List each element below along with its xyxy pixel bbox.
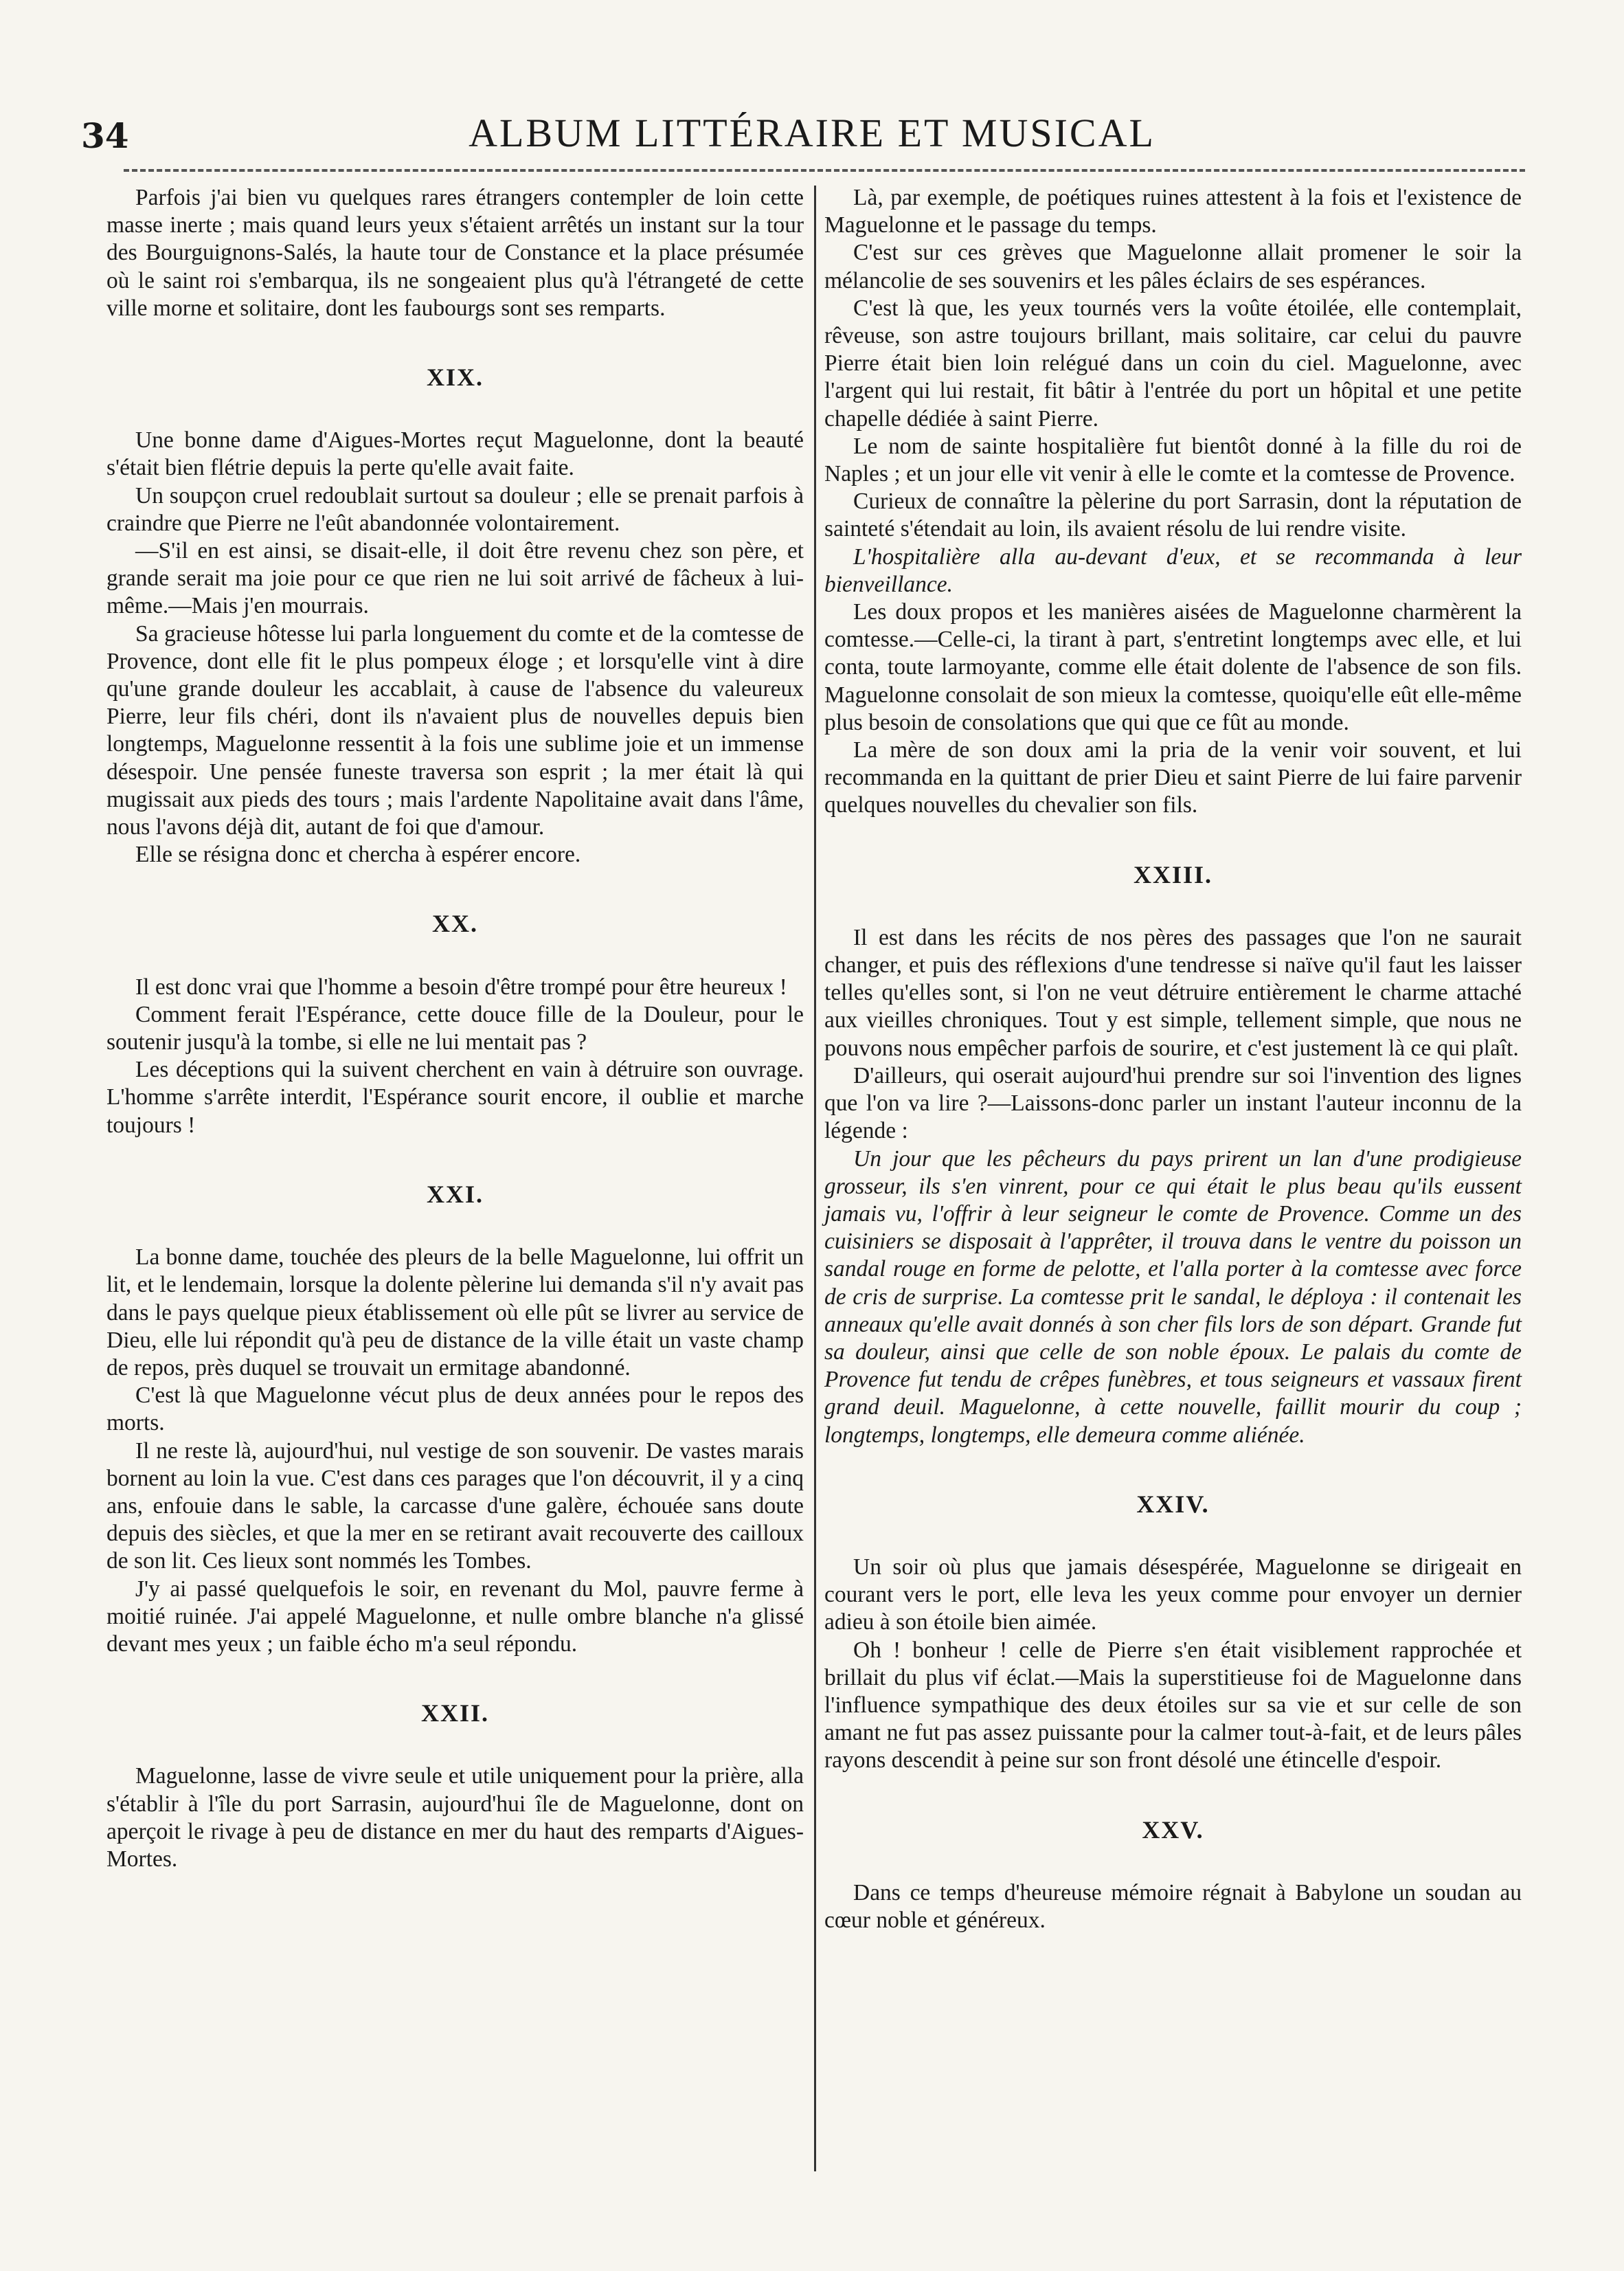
paragraph: La bonne dame, touchée des pleurs de la belle Maguelonne, lui offrit un lit, et le lendemain, lorsque la dolente pèlerine lui demanda s'il n'y avait pas dans le pays quelque pieux établissement où elle pût se livrer au service de Dieu, elle lui répondit qu'à peu de distance de la ville était un vaste champ de repos, près duquel se trouvait un ermitage abandonné. (106, 1244, 804, 1380)
paragraph: Une bonne dame d'Aigues-Mortes reçut Maguelonne, dont la beauté s'était bien flétrie depuis la perte qu'elle avait faite. (106, 427, 804, 481)
paragraph: Un soir où plus que jamais désespérée, Maguelonne se dirigeait en courant vers le port, elle leva les yeux comme pour envoyer un dernier adieu à son étoile bien aimée. (824, 1554, 1522, 1635)
paragraph: Oh ! bonheur ! celle de Pierre s'en était visiblement rapprochée et brillait du plus vif éclat.—Mais la superstitieuse foi de Maguelonne dans l'influence sympathique des deux étoiles sur sa vie et sur celle de son amant ne fut pas assez puissante pour la calmer tout-à-fait, et de leurs pâles rayons descendit à peine sur son front désolé une étincelle d'espoir. (824, 1637, 1522, 1774)
column-divider (814, 186, 816, 2171)
section-heading-xix: XIX. (426, 363, 484, 392)
paragraph: Maguelonne, lasse de vivre seule et utile uniquement pour la prière, alla s'établir à l'île du port Sarrasin, aujourd'hui île de Maguelonne, dont on aperçoit le rivage à peu de distance en mer du haut des remparts d'Aigues-Mortes. (106, 1763, 804, 1872)
paragraph: La mère de son doux ami la pria de la venir voir souvent, et lui recommanda en la quittant de prier Dieu et saint Pierre de lui faire parvenir quelques nouvelles du chevalier son fils. (824, 737, 1522, 818)
paragraph: Sa gracieuse hôtesse lui parla longuement du comte et de la comtesse de Provence, dont elle fit le plus pompeux éloge ; et lorsqu'elle vint à dire qu'une grande douleur les accablait, à cause de l'absence du valeureux Pierre, leur fils chéri, dont ils n'avaient plus de nouvelles depuis bien longtemps, Maguelonne ressentit à la fois une sublime joie et un immense désespoir. Une pensée funeste traversa son esprit ; la mer était là qui mugissait aux pieds des tours ; mais l'ardente Napolitaine avait dans l'âme, nous l'avons déjà dit, autant de foi que d'amour. (106, 620, 804, 840)
header-rule (124, 169, 1525, 172)
section-heading-xxii: XXII. (420, 1699, 489, 1727)
paragraph: Un jour que les pêcheurs du pays prirent un lan d'une prodigieuse grosseur, ils s'en vinrent, pour ce qui était le plus beau qu'ils eussent jamais vu, l'offrir à leur seigneur le comte de Provence. Comme un des cuisiniers se disposait à l'apprêter, il trouva dans le ventre du poisson un sandal rouge en forme de pelotte, et l'alla porter à la comtesse avec force de cris de surprise. La comtesse prit le sandal, le déploya : il contenait les anneaux qu'elle avait donnés à son cher fils lors de son départ. Grande fut sa douleur, ainsi que celle de son noble époux. Le palais du comte de Provence fut tendu de crêpes funèbres, et tous seigneurs et vassaux firent grand deuil. Maguelonne, à cette nouvelle, faillit mourir du coup ; longtemps, longtemps, elle demeura comme aliénée. (824, 1145, 1522, 1448)
paragraph: Un soupçon cruel redoublait surtout sa douleur ; elle se prenait parfois à craindre que Pierre ne l'eût abandonnée volontairement. (106, 482, 804, 536)
paragraph: Elle se résigna donc et chercha à espérer encore. (135, 842, 581, 868)
paragraph: C'est là que, les yeux tournés vers la voûte étoilée, elle contemplait, rêveuse, son astre toujours brillant, mais solitaire, car celui du pauvre Pierre était bien loin relégué dans un coin du ciel. Maguelonne, avec l'argent qui lui restait, fit bâtir à l'entrée du port un hôpital et une petite chapelle dédiée à saint Pierre. (824, 295, 1522, 432)
paragraph: Les doux propos et les manières aisées de Maguelonne charmèrent la comtesse.—Celle-ci, la tirant à part, s'entretint longtemps avec elle, et lui conta, toute larmoyante, comme elle était dolente de l'absence de son fils. Maguelonne consolait de son mieux la comtesse, quoiqu'elle eût elle-même plus besoin de consolations que qui que ce fût au monde. (824, 599, 1522, 735)
paragraph: D'ailleurs, qui oserait aujourd'hui prendre sur soi l'invention des lignes que l'on va lire ?—Laissons-donc parler un instant l'auteur inconnu de la légende : (824, 1062, 1522, 1144)
page-number: 34 (81, 115, 129, 156)
paragraph: Comment ferait l'Espérance, cette douce fille de la Douleur, pour le soutenir jusqu'à la tombe, si elle ne lui mentait pas ? (106, 1001, 804, 1055)
section-heading-xx: XX. (432, 910, 478, 938)
section-heading-xxv: XXV. (1142, 1815, 1204, 1844)
paragraph: J'y ai passé quelquefois le soir, en revenant du Mol, pauvre ferme à moitié ruinée. J'ai appelé Maguelonne, et nulle ombre blanche n'a glissé devant mes yeux ; un faible écho m'a seul répondu. (106, 1576, 804, 1657)
paragraph: Là, par exemple, de poétiques ruines attestent à la fois et l'existence de Maguelonne et le passage du temps. (824, 185, 1522, 238)
paragraph: Les déceptions qui la suivent cherchent en vain à détruire son ouvrage. L'homme s'arrête interdit, l'Espérance sourit encore, il oublie et marche toujours ! (106, 1057, 804, 1138)
section-heading-xxiii: XXIII. (1133, 860, 1213, 888)
paragraph: Il est donc vrai que l'homme a besoin d'être trompé pour être heureux ! (135, 974, 787, 1000)
running-title: ALBUM LITTÉRAIRE ET MUSICAL (469, 111, 1155, 155)
paragraph: C'est là que Maguelonne vécut plus de deux années pour le repos des morts. (106, 1383, 804, 1436)
paragraph: Parfois j'ai bien vu quelques rares étrangers contempler de loin cette masse inerte ; mais quand leurs yeux s'étaient arrêtés un instant sur la tour des Bourguignons-Salés, la haute tour de Constance et la place présumée où le saint roi s'embarqua, ils ne songeaient plus qu'à l'étrangeté de cette ville morne et solitaire, dont les faubourgs sont ses remparts. (106, 185, 804, 321)
section-heading-xxi: XXI. (426, 1180, 484, 1208)
paragraph: C'est sur ces grèves que Maguelonne allait promener le soir la mélancolie de ses souvenirs et les pâles éclairs de ses espérances. (824, 240, 1522, 293)
right-column (824, 184, 1522, 1934)
section-heading-xxiv: XXIV. (1136, 1490, 1210, 1518)
paragraph: Dans ce temps d'heureuse mémoire régnait à Babylone un soudan au cœur noble et généreux. (824, 1879, 1522, 1933)
paragraph: Le nom de sainte hospitalière fut bientôt donné à la fille du roi de Naples ; et un jour elle vit venir à elle le comte et la comtesse de Provence. (824, 433, 1522, 487)
paragraph: L'hospitalière alla au-devant d'eux, et se recommanda à leur bienveillance. (824, 544, 1522, 597)
paragraph: Il ne reste là, aujourd'hui, nul vestige de son souvenir. De vastes marais bornent au loin la vue. C'est dans ces parages que l'on découvrit, il y a cinq ans, enfouie dans le sable, la carcasse d'une galère, échouée sans doute depuis des siècles, et que la mer en se retirant avait recouverte des cailloux de son lit. Ces lieux sont nommés les Tombes. (106, 1437, 804, 1574)
paragraph: Il est dans les récits de nos pères des passages que l'on ne saurait changer, et puis des réflexions d'une tendresse si naïve qu'il faut les laisser telles qu'elles sont, si l'on ne veut détruire entièrement le charme attaché aux vieilles chroniques. Tout y est simple, tellement simple, que nous ne pouvons nous empêcher parfois de sourire, et c'est justement là ce qui plaît. (824, 924, 1522, 1061)
paragraph: Curieux de connaître la pèlerine du port Sarrasin, dont la réputation de sainteté s'étendait au loin, ils avaient résolu de lui rendre visite. (824, 489, 1522, 542)
paragraph: —S'il en est ainsi, se disait-elle, il doit être revenu chez son père, et grande serait ma joie pour ce que rien ne lui soit arrivé de fâcheux à lui-même.—Mais j'en mourrais. (106, 538, 804, 619)
left-column (106, 184, 804, 1873)
